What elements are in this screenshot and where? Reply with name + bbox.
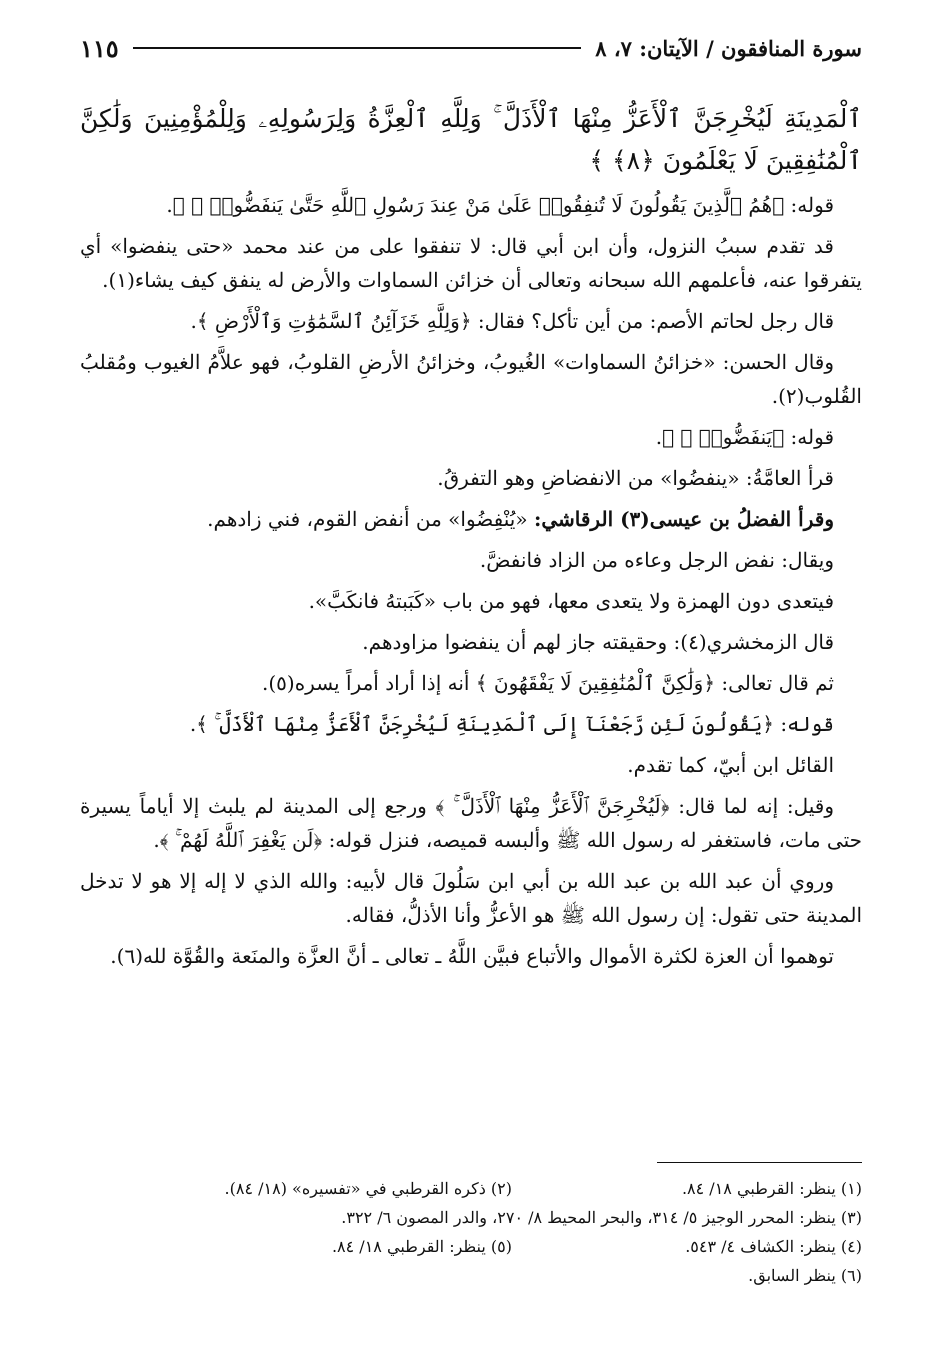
bold-lead: وقرأ الفضلُ بن عيسى(٣) الرقاشي:: [533, 507, 834, 531]
footnote: (٢) ذكره القرطبي في «تفسيره» (١٨/ ٨٤).: [224, 1179, 512, 1198]
page-number: ١١٥: [80, 33, 119, 63]
paragraph: قال رجل لحاتم الأصم: من أين تأكل؟ فقال: ﴿وَلِلَّهِ خَزَآئِنُ ٱلسَّمَٰوَٰتِ وَٱلْأَرْضِ ﴾.: [190, 309, 834, 333]
paragraph: قال الزمخشري(٤): وحقيقته جاز لهم أن ينفضوا مزاودهم.: [362, 630, 834, 654]
paragraph: قوله: ﴿يَقُولُونَ لَئِن رَّجَعْنَآ إِلَى ٱلْمَدِينَةِ لَيُخْرِجَنَّ ٱلْأَعَزُّ مِنْهَا ٱلْأَذَلَّ ۚ ﴾.: [189, 712, 834, 736]
paragraph: ويقال: نفض الرجل وعاءه من الزاد فانفضَّ.: [479, 548, 834, 572]
footnote-row: [80, 1174, 862, 1203]
footnote-row: [80, 1203, 862, 1232]
main-text: [80, 98, 862, 980]
footnote: (٤) ينظر: الكشاف ٤/ ٥٤٣.: [685, 1237, 862, 1256]
footnote: (٥) ينظر: القرطبي ١٨/ ٨٤.: [331, 1237, 512, 1256]
paragraph: وقيل: إنه لما قال: ﴿لَيُخْرِجَنَّ ٱلْأَعَزُّ مِنْهَا ٱلْأَذَلَّ ۚ ﴾ ورجع إلى المدينة لم يلبث إلا أياماً يسيرة حتى مات، فاستغفر له رسول الله ﷺ وألبسه قميصه، فنزل قوله: ﴿لَن يَغْفِرَ ٱللَّهُ لَهُمْ ۚ ﴾.: [80, 794, 862, 852]
paragraph: قوله: ﴿هُمُ ٱلَّذِينَ يَقُولُونَ لَا تُنفِقُوا۟ عَلَىٰ مَنْ عِندَ رَسُولِ ٱللَّهِ حَتَّىٰ يَنفَضُّوا۟ ۗ ﴾.: [166, 193, 834, 217]
footnote-row: [80, 1232, 862, 1261]
paragraph: فيتعدى دون الهمزة ولا يتعدى معها، فهو من باب «كَبَبتهُ فانكَبَّ».: [308, 589, 834, 613]
footnote: (٦) ينظر السابق.: [748, 1266, 862, 1285]
paragraph: قرأ العامَّةُ: «ينفضُوا» من الانفضاضِ وهو التفرقُ.: [437, 466, 834, 490]
footnote: (١) ينظر: القرطبي ١٨/ ٨٤.: [681, 1179, 862, 1198]
header-rule: [133, 47, 582, 49]
paragraph: [80, 502, 862, 536]
running-header: [80, 28, 862, 68]
paragraph: القائل ابن أبيّ، كما تقدم.: [627, 753, 834, 777]
paragraph: ثم قال تعالى: ﴿وَلَٰكِنَّ ٱلْمُنَٰفِقِينَ لَا يَفْقَهُونَ ﴾ أنه إذا أراد أمراً يسره(٥).: [261, 671, 834, 695]
paragraph: وقال الحسن: «خزائنُ السماوات» الغُيوبُ، وخزائنُ الأرضِ القلوبُ، فهو علاَّمُ الغيوب ومُقلبُ القُلوب(٢).: [80, 350, 862, 408]
paragraph: توهموا أن العزة لكثرة الأموال والأتباع فبيَّن اللَّهُ ـ تعالى ـ أنَّ العزَّة والمنَعة والقُوَّة لله(٦).: [110, 944, 834, 968]
footnote-separator: [657, 1162, 862, 1163]
paragraph: قد تقدم سببُ النزول، وأن ابن أبي قال: لا تنفقوا على من عند محمد «حتى ينفضوا» أي يتفرقوا عنه، فأعلمهم الله سبحانه وتعالى أن خزائن السماوات والأرض له ينفق كيف يشاء(١).: [80, 234, 862, 292]
quran-verse: ٱلْمَدِينَةِ لَيُخْرِجَنَّ ٱلْأَعَزُّ مِنْهَا ٱلْأَذَلَّ ۚ وَلِلَّهِ ٱلْعِزَّةُ وَلِرَسُولِهِۦ وَلِلْمُؤْمِنِينَ وَلَٰكِنَّ ٱلْمُنَٰفِقِينَ لَا يَعْلَمُونَ ﴿٨﴾ ﴾: [80, 104, 862, 175]
paragraph: قوله: ﴿يَنفَضُّوا۟ ۗ ﴾.: [655, 425, 834, 449]
paragraph: وروي أن عبد الله بن عبد الله بن أبي ابن سَلُولَ قال لأبيه: والله الذي لا إله إلا هو لا تدخل المدينة حتى تقول: إن رسول الله ﷺ هو الأعزُّ وأنا الأذلُّ، فقاله.: [80, 869, 862, 927]
footnote: (٣) ينظر: المحرر الوجيز ٥/ ٣١٤، والبحر المحيط ٨/ ٢٧٠، والدر المصون ٦/ ٣٢٢.: [341, 1208, 862, 1227]
header-title: سورة المنافقون / الآيتان: ٧، ٨: [595, 35, 862, 61]
footnotes: [80, 1174, 862, 1290]
footnote-row: [80, 1261, 862, 1290]
paragraph-text: «يُنْفِضُوا» من أنفض القوم، فني زادهم.: [207, 507, 534, 531]
